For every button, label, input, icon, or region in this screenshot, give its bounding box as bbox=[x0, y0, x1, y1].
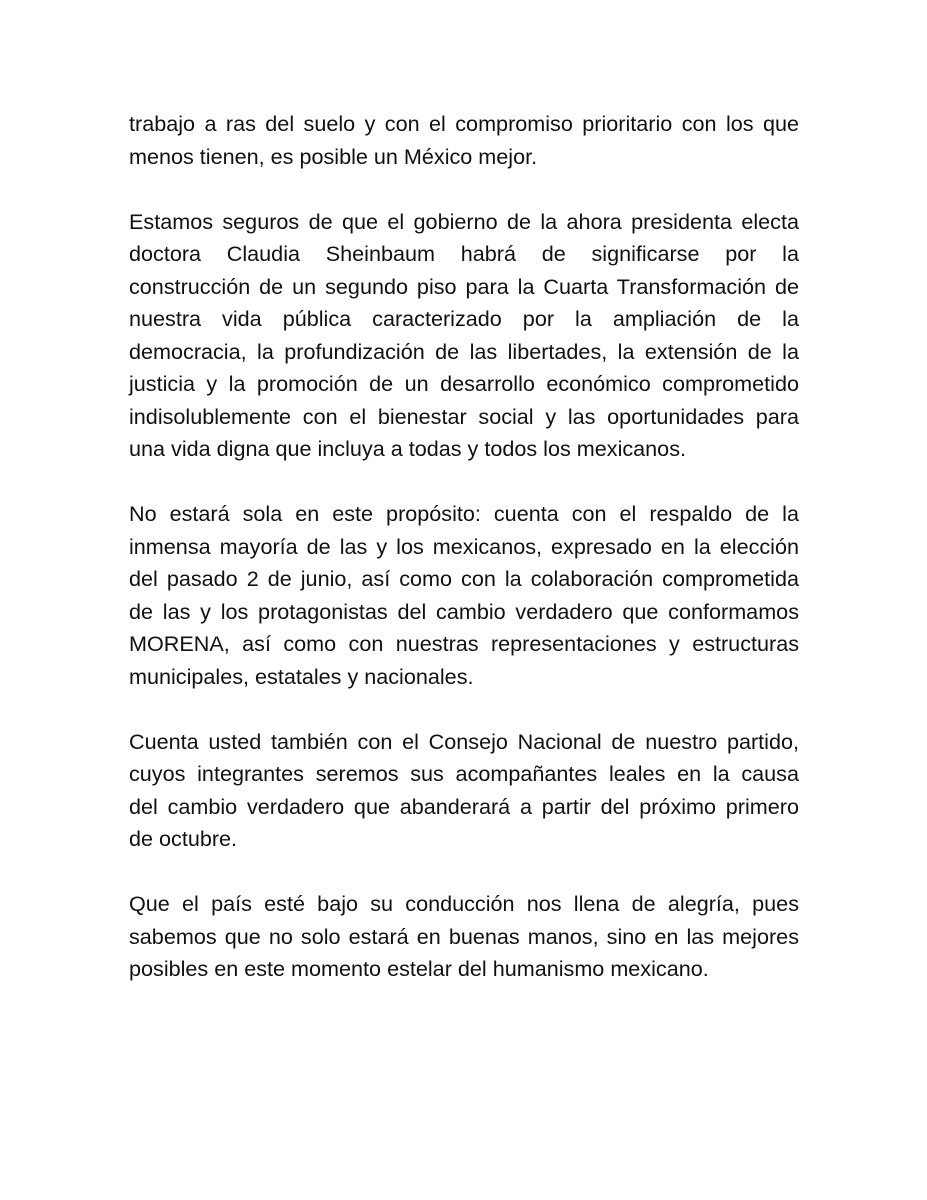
text-line: inmensa mayoría de las y los mexicanos, expresado en la elección bbox=[129, 533, 799, 559]
text-line: trabajo a ras del suelo y con el compromiso prioritario con los que bbox=[129, 111, 799, 136]
text-line: sabemos que no solo estará en buenas manos, sino en las mejores bbox=[129, 923, 799, 949]
text-line: construcción de un segundo piso para la Cuarta Transformación de bbox=[129, 273, 799, 299]
paragraph-2 bbox=[129, 206, 799, 466]
letter-body bbox=[129, 108, 799, 1018]
text-line: justicia y la promoción de un desarrollo económico comprometido bbox=[129, 371, 799, 396]
text-line: Que el país esté bajo su conducción nos llena de alegría, pues bbox=[129, 891, 799, 916]
text-line: del pasado 2 de junio, así como con la colaboración comprometida bbox=[129, 566, 799, 591]
text-line: de octubre. bbox=[129, 826, 238, 851]
text-line: No estará sola en este propósito: cuenta con el respaldo de la bbox=[129, 501, 799, 526]
paragraph-1 bbox=[129, 108, 799, 173]
text-line: indisolublemente con el bienestar social y las oportunidades para bbox=[129, 403, 799, 429]
text-line: nuestra vida pública caracterizado por la ampliación de la bbox=[129, 306, 799, 331]
text-line: cuyos integrantes seremos sus acompañantes leales en la causa bbox=[129, 761, 799, 786]
paragraph-4 bbox=[129, 726, 799, 856]
text-line: posibles en este momento estelar del humanismo mexicano. bbox=[129, 956, 709, 981]
text-line: Estamos seguros de que el gobierno de la ahora presidenta electa bbox=[129, 208, 799, 234]
text-line: menos tienen, es posible un México mejor. bbox=[129, 143, 538, 169]
paragraph-3 bbox=[129, 498, 799, 693]
text-line: una vida digna que incluya a todas y todos los mexicanos. bbox=[129, 436, 686, 461]
text-line: doctora Claudia Sheinbaum habrá de significarse por la bbox=[129, 241, 799, 266]
text-line: democracia, la profundización de las libertades, la extensión de la bbox=[129, 338, 799, 364]
text-line: Cuenta usted también con el Consejo Nacional de nuestro partido, bbox=[129, 728, 799, 754]
text-line: municipales, estatales y nacionales. bbox=[129, 663, 474, 689]
text-line: de las y los protagonistas del cambio verdadero que conformamos bbox=[129, 598, 799, 624]
paragraph-5 bbox=[129, 888, 799, 986]
text-line: MORENA, así como con nuestras representaciones y estructuras bbox=[129, 631, 799, 656]
text-line: del cambio verdadero que abanderará a partir del próximo primero bbox=[129, 793, 799, 819]
